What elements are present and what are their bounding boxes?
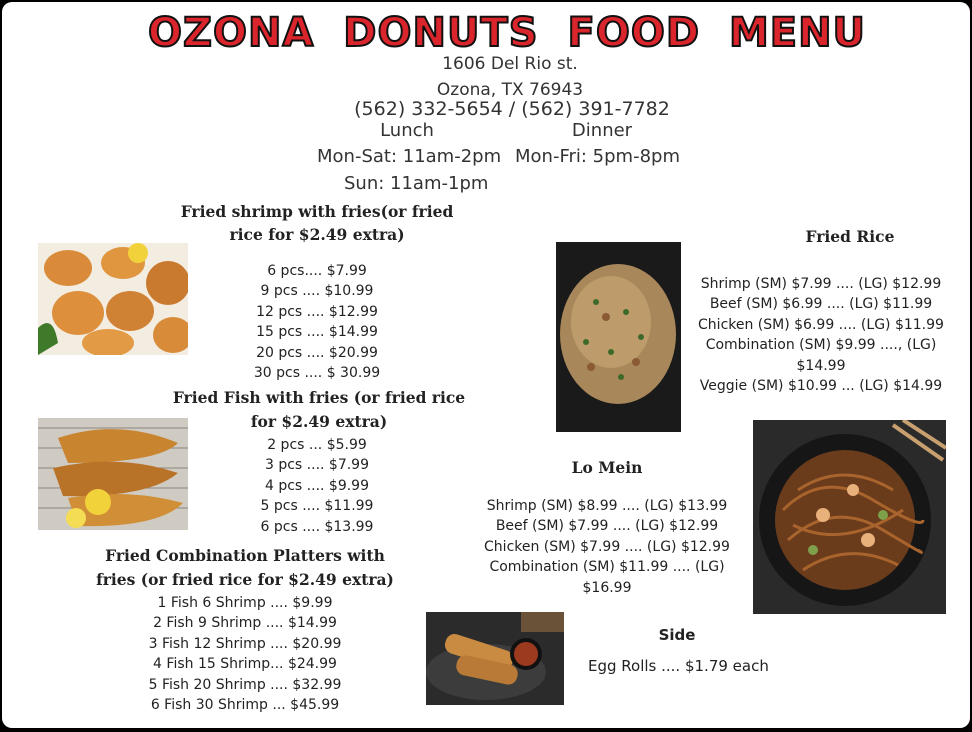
list-item: 9 pcs .... $10.99 (260, 283, 374, 300)
list-item: 2 pcs ... $5.99 (267, 437, 367, 453)
fried-rice-list (696, 274, 946, 396)
address-line-1: 1606 Del Rio st. (442, 54, 578, 74)
list-item: Combination (SM) $11.99 .... (LG) (489, 559, 725, 576)
list-item: 30 pcs .... $ 30.99 (253, 365, 381, 382)
list-item: $14.99 (796, 357, 846, 374)
fried-fish-photo (38, 418, 188, 530)
list-item: Beef (SM) $6.99 .... (LG) $11.99 (709, 296, 933, 313)
fried-shrimp-photo (38, 243, 188, 355)
list-item: Shrimp (SM) $7.99 .... (LG) $12.99 (700, 276, 942, 292)
egg-rolls-photo (426, 612, 564, 705)
list-item: 5 Fish 20 Shrimp .... $32.99 (148, 676, 342, 693)
phone-numbers: (562) 332-5654 / (562) 391-7782 (354, 98, 670, 120)
list-item: 6 pcs.... $7.99 (267, 263, 367, 279)
address-line-2: Ozona, TX 76943 (436, 80, 584, 100)
list-item: 6 Fish 30 Shrimp ... $45.99 (150, 697, 340, 714)
fried-fish-list (242, 435, 392, 537)
list-item: 12 pcs .... $12.99 (256, 303, 378, 320)
lo-mein-heading: Lo Mein (571, 458, 643, 477)
list-item: Chicken (SM) $7.99 .... (LG) $12.99 (484, 538, 730, 555)
fried-rice-heading: Fried Rice (805, 227, 895, 246)
menu-title: OZONA DONUTS FOOD MENU (147, 10, 867, 56)
side-heading: Side (658, 626, 696, 644)
list-item: Beef (SM) $7.99 .... (LG) $12.99 (495, 518, 719, 535)
fried-rice-photo (556, 242, 681, 432)
list-item: 4 pcs .... $9.99 (264, 477, 369, 494)
list-item: 20 pcs .... $20.99 (256, 344, 378, 361)
combination-heading: Fried Combination Platters with fries (or fried rice for $2.49 extra) (96, 546, 394, 589)
lo-mein-photo (753, 420, 946, 614)
list-item: Shrimp (SM) $8.99 .... (LG) $13.99 (486, 498, 728, 514)
menu-page (2, 2, 970, 728)
lunch-weekday-hours: Mon-Sat: 11am-2pm (317, 146, 502, 167)
fried-fish-heading: Fried Fish with fries (or fried rice for $2.49 extra) (172, 388, 466, 431)
dinner-weekday-hours: Mon-Fri: 5pm-8pm (515, 146, 680, 167)
dinner-label: Dinner (571, 120, 633, 141)
list-item: $16.99 (582, 579, 632, 596)
fried-shrimp-list (232, 261, 402, 383)
list-item: 5 pcs .... $11.99 (260, 498, 374, 515)
list-item: Chicken (SM) $6.99 .... (LG) $11.99 (698, 316, 944, 333)
lunch-label: Lunch (380, 120, 434, 141)
lo-mein-list (482, 496, 732, 598)
list-item: Combination (SM) $9.99 ...., (LG) (705, 337, 937, 354)
lunch-sunday-hours: Sun: 11am-1pm (344, 173, 489, 194)
fried-shrimp-heading: Fried shrimp with fries(or fried rice for $2.49 extra) (180, 202, 454, 244)
list-item: 3 Fish 12 Shrimp .... $20.99 (148, 635, 342, 652)
list-item: 2 Fish 9 Shrimp .... $14.99 (153, 615, 337, 632)
list-item: 3 pcs .... $7.99 (264, 457, 369, 474)
list-item: 15 pcs .... $14.99 (256, 324, 378, 341)
list-item: Veggie (SM) $10.99 ... (LG) $14.99 (699, 378, 943, 395)
list-item: 6 pcs .... $13.99 (260, 518, 374, 535)
list-item: 1 Fish 6 Shrimp .... $9.99 (157, 595, 333, 611)
list-item: Egg Rolls .... $1.79 each (588, 657, 769, 675)
side-list (588, 656, 768, 676)
combination-list (135, 593, 355, 715)
list-item: 4 Fish 15 Shrimp... $24.99 (153, 656, 337, 673)
